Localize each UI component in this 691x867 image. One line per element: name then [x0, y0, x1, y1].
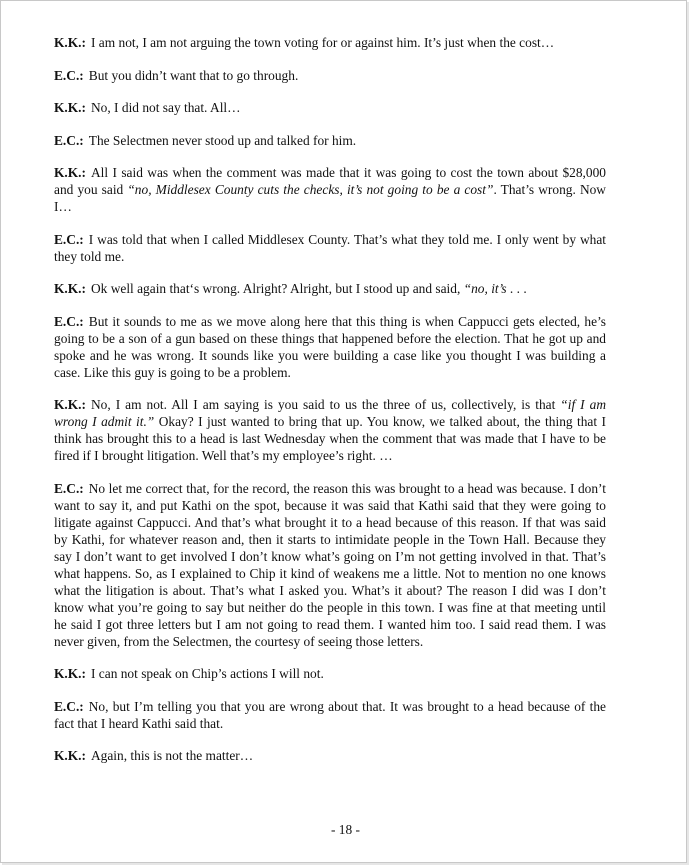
transcript-paragraph: [54, 665, 606, 682]
transcript-paragraph: [54, 99, 606, 116]
transcript-paragraph: [54, 132, 606, 149]
speech-text: But you didn’t want that to go through.: [88, 67, 299, 83]
speaker-label: E.C.:: [54, 313, 84, 329]
speaker-label: K.K.:: [54, 281, 86, 296]
speech-text: Ok well again that‘s wrong. Alright? Alright, but I stood up and said,: [91, 281, 464, 296]
speech-text: No, I did not say that. All…: [91, 100, 241, 115]
speech-text: All I said was when the comment was made that it was going to cost the town about $28,000 and you said: [54, 165, 606, 197]
transcript-paragraph: [54, 747, 606, 764]
transcript-paragraph: [54, 698, 606, 732]
transcript-paragraph: [54, 396, 606, 464]
speaker-label: E.C.:: [54, 132, 84, 148]
speech-text: . That’s wrong. Now I…: [54, 182, 606, 214]
quoted-speech: “no, Middlesex County cuts the checks, it’s not going to be a cost”: [127, 182, 494, 197]
transcript-paragraph: [54, 313, 606, 381]
speaker-label: K.K.:: [54, 666, 86, 681]
transcript-paragraph: [54, 67, 606, 84]
speech-text: Okay? I just wanted to bring that up. You know, we talked about, the thing that I think has brought this to a head is last Wednesday when the comment that was made that I have to be fired if I brought litigation. Well that’s my employee’s right. …: [54, 414, 606, 463]
speaker-label: K.K.:: [54, 100, 86, 115]
speaker-label: E.C.:: [54, 231, 84, 247]
speaker-label: K.K.:: [54, 748, 86, 763]
speaker-label: E.C.:: [54, 480, 84, 496]
speech-text: The Selectmen never stood up and talked for him.: [88, 132, 357, 148]
speech-text: I can not speak on Chip’s actions I will not.: [91, 666, 324, 681]
transcript-body: [54, 34, 606, 780]
speech-text: I am not, I am not arguing the town voting for or against him. It’s just when the cost…: [91, 35, 555, 50]
speech-text: No, I am not. All I am saying is you said to us the three of us, collectively, is that: [91, 397, 561, 412]
transcript-paragraph: [54, 280, 606, 297]
transcript-paragraph: [54, 164, 606, 215]
speaker-label: K.K.:: [54, 35, 86, 50]
speech-text: Again, this is not the matter…: [91, 748, 254, 763]
speech-text: I was told that when I called Middlesex County. That’s what they told me. I only went by what they told me.: [54, 231, 606, 264]
quoted-speech: “no, it’s: [463, 281, 507, 296]
transcript-paragraph: [54, 34, 606, 51]
speaker-label: E.C.:: [54, 698, 84, 714]
quoted-speech: “if I am wrong I admit it.”: [54, 397, 606, 429]
speaker-label: K.K.:: [54, 397, 86, 412]
transcript-paragraph: [54, 480, 606, 650]
speaker-label: K.K.:: [54, 165, 86, 180]
speech-text: No let me correct that, for the record, the reason this was brought to a head was because. I don’t want to say it, and put Kathi on the spot, because it was said that Kathi said that they were going to litigate against Cappucci. And that’s what brought it to a head because of this reason. If that was said by Kathi, for whatever reason and, then it starts to intimidate people in the Town Hall. Because they say I don’t want to get involved I don’t know what’s going on I’m not getting involved in that. That’s what happens. So, as I explained to Chip it kind of weakens me a little. Not to mention no one knows what the litigation is about. That’s what I asked you. What’s it about? The reason I did was I don’t know what you’re going to say but neither do the people in this town. I was fine at that meeting until he said I got three letters but I am not going to read them. I wanted him too. I said read them. I was never given, from the Selectmen, the courtesy of seeing those letters.: [54, 480, 606, 649]
speech-text: . . .: [506, 281, 527, 296]
page-number: - 18 -: [330, 822, 360, 837]
transcript-paragraph: [54, 231, 606, 265]
speech-text: No, but I’m telling you that you are wrong about that. It was brought to a head because of the fact that I heard Kathi said that.: [54, 698, 606, 731]
speech-text: But it sounds to me as we move along here that this thing is when Cappucci gets elected, he’s going to be a son of a gun based on these things that happened before the election. That he got up and spoke and he was wrong. It sounds like you were building a case like you thought I was building a case. Like this guy is going to be a problem.: [54, 313, 606, 380]
speaker-label: E.C.:: [54, 67, 84, 83]
